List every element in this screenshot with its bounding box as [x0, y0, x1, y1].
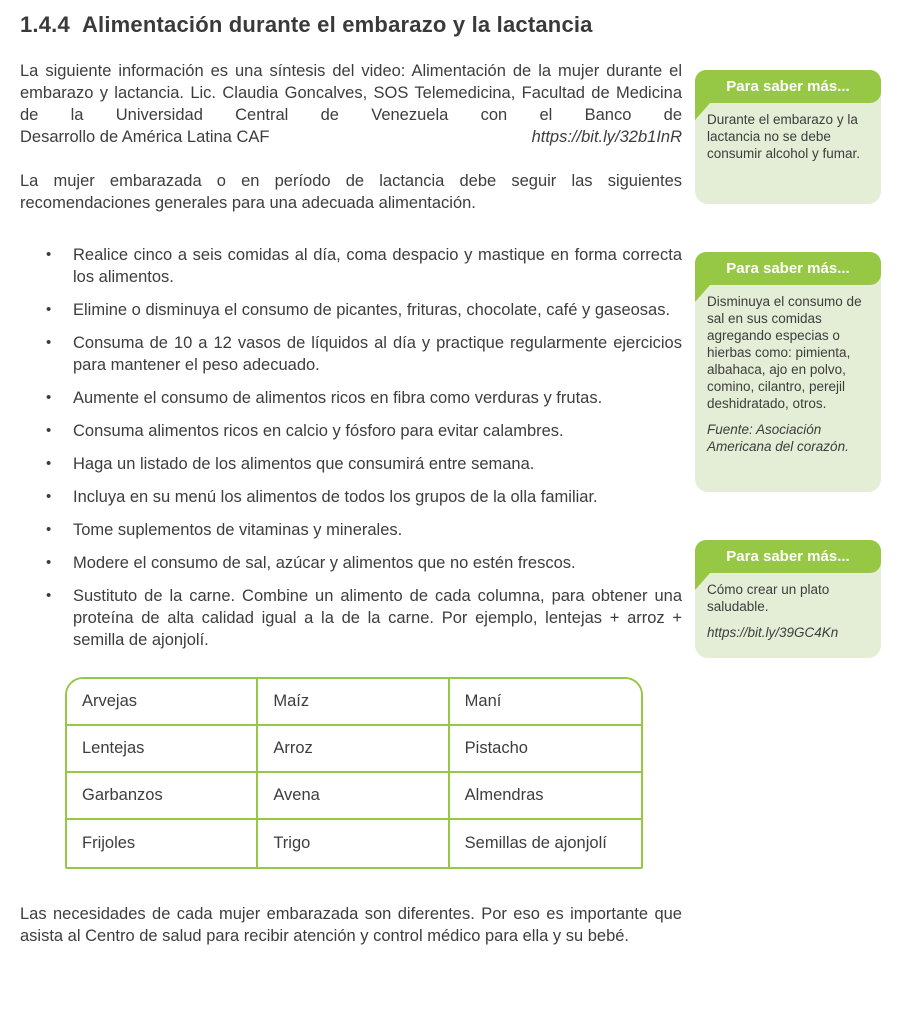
infobox-header — [695, 70, 881, 103]
infobox-body — [695, 275, 881, 492]
infobox-header — [695, 540, 881, 573]
section-heading — [20, 12, 682, 38]
list-item: • Elimine o disminuya el consumo de picantes, frituras, chocolate, café y gaseosas. — [20, 299, 682, 321]
list-item: • Consuma de 10 a 12 vasos de líquidos al día y practique regularmente ejercicios para mantener el peso adecuado. — [20, 332, 682, 376]
infobox-header-label: Para saber más... — [726, 548, 850, 565]
infobox-text: Cómo crear un plato saludable. — [707, 582, 830, 614]
intro-last-line — [20, 126, 682, 148]
table-cell: Semillas de ajonjolí — [450, 820, 641, 867]
infobox-header-label: Para saber más... — [726, 78, 850, 95]
table-cell: Garbanzos — [67, 773, 258, 820]
infobox-source: Fuente: Asociación Americana del corazón. — [707, 422, 849, 454]
infobox-header — [695, 252, 881, 285]
list-item: • Consuma alimentos ricos en calcio y fósforo para evitar calambres. — [20, 420, 682, 442]
table-cell: Trigo — [258, 820, 449, 867]
infobox-body — [695, 93, 881, 204]
intro-paragraph: La siguiente información es una síntesis del video: Alimentación de la mujer durante el embarazo y lactancia. Lic. Claudia Goncalves, SOS Telemedicina, Facultad de Medicina de la Universidad Central de Venezuela con el Banco de — [20, 62, 682, 124]
list-item: • Aumente el consumo de alimentos ricos en fibra como verduras y frutas. — [20, 387, 682, 409]
infobox-header-label: Para saber más... — [726, 260, 850, 277]
table-cell: Almendras — [450, 773, 641, 820]
infobox-salt — [695, 252, 881, 492]
list-item: • Tome suplementos de vitaminas y minerales. — [20, 519, 682, 541]
main-column — [20, 12, 682, 947]
infobox-text: Disminuya el consumo de sal en sus comidas agregando especias o hierbas como: pimienta, albahaca, ajo en polvo, comino, cilantro, perejil deshidratado, otros. — [707, 294, 862, 411]
closing-paragraph: Las necesidades de cada mujer embarazada son diferentes. Por eso es importante que asista al Centro de salud para recibir atención y control médico para ella y su bebé. — [20, 905, 682, 945]
infobox-body — [695, 563, 881, 658]
infobox-healthy-plate — [695, 540, 881, 658]
infobox-text: Durante el embarazo y la lactancia no se debe consumir alcohol y fumar. — [707, 112, 861, 161]
infobox-alcohol — [695, 70, 881, 204]
table-cell: Maní — [450, 679, 641, 726]
table-cell: Lentejas — [67, 726, 258, 773]
video-link[interactable]: https://bit.ly/32b1InR — [531, 128, 682, 146]
list-item: • Modere el consumo de sal, azúcar y alimentos que no estén frescos. — [20, 552, 682, 574]
list-item: • Incluya en su menú los alimentos de todos los grupos de la olla familiar. — [20, 486, 682, 508]
table-cell: Frijoles — [67, 820, 258, 867]
table-cell: Arroz — [258, 726, 449, 773]
section-number: 1.4.4 — [20, 12, 70, 37]
table-cell: Arvejas — [67, 679, 258, 726]
table-cell: Avena — [258, 773, 449, 820]
table-cell: Maíz — [258, 679, 449, 726]
recommendations-intro: La mujer embarazada o en período de lactancia debe seguir las siguientes recomendaciones generales para una adecuada alimentación. — [20, 172, 682, 212]
list-item: • Realice cinco a seis comidas al día, coma despacio y mastique en forma correcta los alimentos. — [20, 244, 682, 288]
recommendations-list — [20, 244, 682, 651]
section-title: Alimentación durante el embarazo y la lactancia — [81, 12, 593, 37]
table-cell: Pistacho — [450, 726, 641, 773]
protein-table — [65, 677, 643, 869]
infobox-link[interactable]: https://bit.ly/39GC4Kn — [707, 625, 839, 640]
list-item: • Haga un listado de los alimentos que consumirá entre semana. — [20, 453, 682, 475]
list-item: • Sustituto de la carne. Combine un alimento de cada columna, para obtener una proteína de alta calidad igual a la de la carne. Por ejemplo, lentejas + arroz + semilla de ajonjolí. — [20, 585, 682, 651]
intro-last-line-text: Desarrollo de América Latina CAF — [20, 128, 270, 146]
sidebar-column — [695, 0, 881, 1024]
